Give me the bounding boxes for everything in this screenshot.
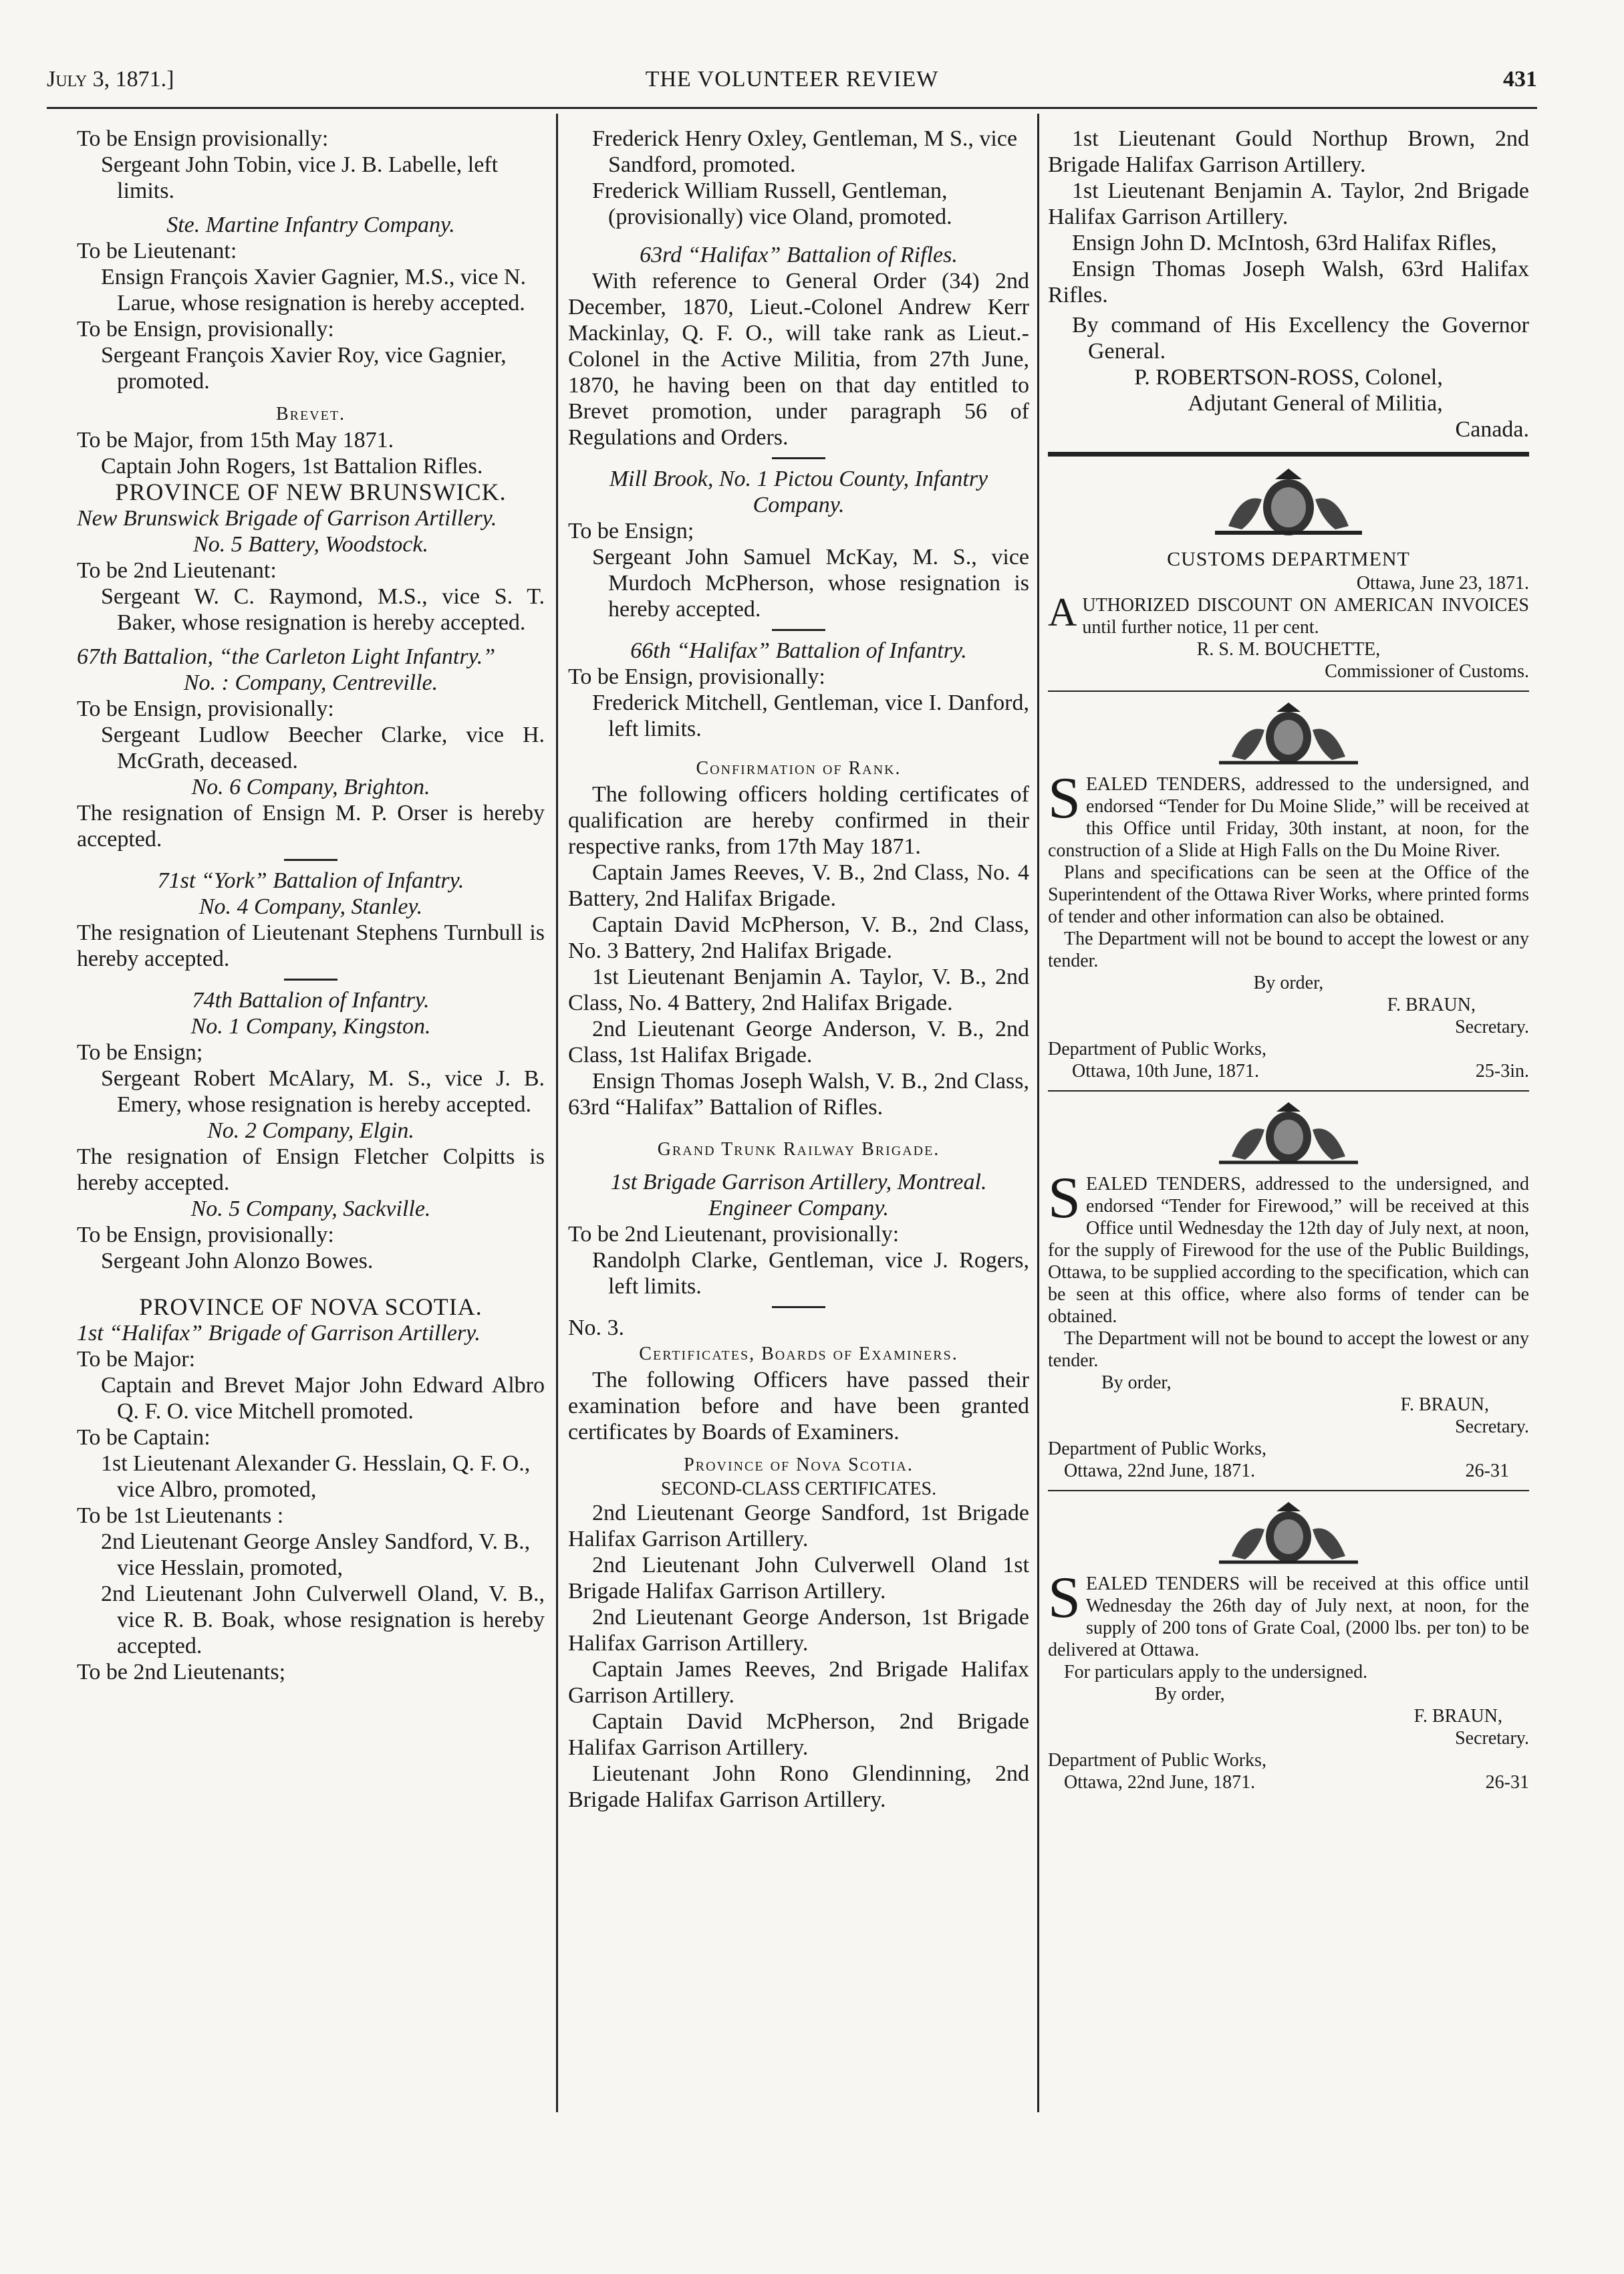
divider	[772, 629, 825, 631]
column-3	[1048, 126, 1529, 1793]
section-heading: 71st “York” Battalion of Infantry.	[157, 868, 464, 893]
ad-text: UTHORIZED DISCOUNT ON AMERICAN INVOICES until further notice, 11 per cent.	[1082, 595, 1529, 638]
text-line: To be 2nd Lieutenant, provisionally:	[568, 1222, 900, 1247]
divider	[284, 979, 337, 981]
column-rule	[1037, 114, 1039, 2112]
ad-code: 26-31	[1485, 1772, 1529, 1793]
ad-body	[1048, 590, 1529, 638]
text-paragraph: Captain David McPherson, V. B., 2nd Class, No. 3 Battery, 2nd Halifax Brigade.	[568, 912, 1029, 963]
column-rule	[556, 114, 558, 2112]
text-paragraph: The following officers holding certificates of qualification are hereby confirmed in their respective ranks, from 17th May 1871.	[568, 782, 1029, 859]
text-paragraph: 1st Lieutenant Benjamin A. Taylor, 2nd Brigade Halifax Garrison Artillery.	[1048, 178, 1529, 229]
text-line: To be Ensign, provisionally:	[77, 1223, 334, 1247]
text-line: 2nd Lieutenant George Ansley Sandford, V. B., vice Hesslain, promoted,	[101, 1529, 531, 1580]
text-paragraph: With reference to General Order (34) 2nd December, 1870, Lieut.-Colonel Andrew Kerr Mackinlay, Q. F. O., will take rank as Lieut.-Colonel in the Active Militia, from 27th June, 1870, he having been on that day entitled to Brevet promotion, under paragraph 56 of Regulations and Orders.	[568, 269, 1029, 450]
divider	[772, 1306, 825, 1308]
text-paragraph: Lieutenant John Rono Glendinning, 2nd Brigade Halifax Garrison Artillery.	[568, 1761, 1029, 1812]
ad-place: Ottawa, 22nd June, 1871.	[1064, 1461, 1256, 1481]
text-line: Sergeant Ludlow Beecher Clarke, vice H. McGrath, deceased.	[101, 723, 545, 773]
ad-order: By order,	[1155, 1684, 1225, 1704]
section-heading: No. 5 Company, Sackville.	[190, 1196, 431, 1221]
ad-department: Department of Public Works,	[1048, 1750, 1266, 1771]
divider	[1048, 1490, 1529, 1491]
text-line: To be Ensign;	[77, 1040, 203, 1065]
text-line: To be Lieutenant:	[77, 239, 237, 263]
text-line: Sergeant W. C. Raymond, M.S., vice S. T. Baker, whose resignation is hereby accepted.	[101, 584, 545, 635]
ad-place: Ottawa, 10th June, 1871.	[1072, 1061, 1259, 1082]
text-paragraph: 1st Lieutenant Gould Northup Brown, 2nd Brigade Halifax Garrison Artillery.	[1048, 126, 1529, 177]
ad-text: Plans and specifications can be seen at the Office of the Superintendent of the Ottawa River Works, where printed forms of tender and other information can also be obtained.	[1048, 862, 1529, 927]
text-line: Frederick Henry Oxley, Gentleman, M S., vice Sandford, promoted.	[592, 126, 1018, 177]
ad-signature-title: Secretary.	[1455, 1017, 1529, 1037]
ad-footer	[1048, 1460, 1529, 1482]
section-heading: No. 2 Company, Elgin.	[207, 1118, 414, 1143]
section-heading: New Brunswick Brigade of Garrison Artillery.	[77, 506, 497, 531]
ad-department: Department of Public Works,	[1048, 1039, 1266, 1059]
text-line: Randolph Clarke, Gentleman, vice J. Rogers, left limits.	[592, 1248, 1029, 1299]
province-heading: PROVINCE OF NOVA SCOTIA.	[139, 1293, 483, 1320]
text-paragraph: Captain James Reeves, 2nd Brigade Halifax Garrison Artillery.	[568, 1657, 1029, 1708]
text-paragraph: Ensign Thomas Joseph Walsh, 63rd Halifax Rifles.	[1048, 257, 1529, 307]
text-line: Ensign François Xavier Gagnier, M.S., vice N. Larue, whose resignation is hereby accepted.	[101, 265, 527, 315]
ad-text: EALED TENDERS, addressed to the undersigned, and endorsed “Tender for Firewood,” will be received at this Office until Wednesday the 12th day of July next, at noon, for the supply of Firewood for the use of the Public Buildings, Ottawa, to be supplied according to the specification, which can be seen at this office, where also forms of tender can be obtained.	[1048, 1174, 1529, 1327]
section-heading: No. 4 Company, Stanley.	[198, 894, 423, 919]
section-heading: Brevet.	[275, 404, 346, 424]
text-paragraph: The following Officers have passed their examination before and have been granted certificates by Boards of Examiners.	[568, 1368, 1029, 1444]
ad-department: Department of Public Works,	[1048, 1438, 1266, 1459]
text-paragraph: Ensign Thomas Joseph Walsh, V. B., 2nd Class, 63rd “Halifax” Battalion of Rifles.	[568, 1069, 1029, 1120]
ad-text: EALED TENDERS, addressed to the undersigned, and endorsed “Tender for Du Moine Slide,” will be received at this Office until Friday, 30th instant, at noon, for the construction of a Slide at High Falls on the Du Moine River.	[1048, 774, 1529, 861]
text-paragraph: Captain James Reeves, V. B., 2nd Class, No. 4 Battery, 2nd Halifax Brigade.	[568, 860, 1029, 911]
ad-order: By order,	[1101, 1372, 1172, 1393]
section-heading: 66th “Halifax” Battalion of Infantry.	[630, 638, 967, 663]
royal-crest-icon	[1195, 1100, 1382, 1166]
text-line: Sergeant Robert McAlary, M. S., vice J. B. Emery, whose resignation is hereby accepted.	[101, 1066, 545, 1117]
text-line: 2nd Lieutenant John Culverwell Oland, V. B., vice R. B. Boak, whose resignation is hereby accepted.	[101, 1582, 545, 1658]
signature-name: P. ROBERTSON-ROSS, Colonel,	[1134, 365, 1443, 390]
page-number: 431	[1503, 67, 1537, 92]
drop-cap: S	[1048, 766, 1081, 831]
text-line: Sergeant John Alonzo Bowes.	[101, 1249, 374, 1273]
divider	[1048, 1090, 1529, 1092]
text-line: By command of His Excellency the Governor General.	[1072, 313, 1529, 364]
signature-title: Adjutant General of Militia,	[1188, 391, 1443, 416]
section-heading: Province of Nova Scotia.	[684, 1455, 914, 1475]
text-line: To be 2nd Lieutenants;	[77, 1660, 286, 1684]
section-heading: 74th Battalion of Infantry.	[192, 988, 430, 1013]
text-line: Captain John Rogers, 1st Battalion Rifles.	[101, 454, 483, 479]
section-heading: SECOND-CLASS CERTIFICATES.	[660, 1479, 937, 1499]
ad-title: CUSTOMS DEPARTMENT	[1167, 548, 1410, 570]
section-heading: 67th Battalion, “the Carleton Light Infantry.”	[77, 644, 496, 669]
text-line: To be Ensign;	[568, 519, 694, 543]
ad-code: 26-31	[1465, 1461, 1509, 1481]
ad-text: The Department will not be bound to accept the lowest or any tender.	[1048, 928, 1529, 971]
text-paragraph: 2nd Lieutenant George Anderson, V. B., 2nd Class, 1st Halifax Brigade.	[568, 1017, 1029, 1067]
text-line: Captain and Brevet Major John Edward Albro Q. F. O. vice Mitchell promoted.	[101, 1373, 545, 1424]
text-paragraph: 2nd Lieutenant George Anderson, 1st Brigade Halifax Garrison Artillery.	[568, 1605, 1029, 1656]
text-line: To be 1st Lieutenants :	[77, 1503, 284, 1528]
text-line: To be Major:	[77, 1347, 196, 1372]
text-line: Frederick Mitchell, Gentleman, vice I. Danford, left limits.	[592, 690, 1029, 741]
text-line: To be Ensign provisionally:	[77, 126, 329, 151]
section-heading: No. : Company, Centreville.	[183, 670, 438, 695]
royal-crest-icon	[1195, 700, 1382, 767]
province-heading: PROVINCE OF NEW BRUNSWICK.	[115, 479, 507, 505]
divider	[284, 859, 337, 861]
text-line: Sergeant John Tobin, vice J. B. Labelle, left limits.	[101, 152, 499, 203]
ad-text: The Department will not be bound to accept the lowest or any tender.	[1048, 1328, 1529, 1371]
drop-cap: S	[1048, 1166, 1081, 1231]
text-line: The resignation of Lieutenant Stephens Turnbull is hereby accepted.	[77, 920, 545, 971]
text-line: To be 2nd Lieutenant:	[77, 558, 277, 583]
ad-order: By order,	[1253, 973, 1324, 993]
text-line: To be Major, from 15th May 1871.	[77, 428, 394, 453]
ad-code: 25-3in.	[1475, 1061, 1529, 1082]
divider	[772, 457, 825, 459]
drop-cap: A	[1048, 590, 1077, 634]
text-line: Sergeant John Samuel McKay, M. S., vice Murdoch McPherson, whose resignation is hereby accepted.	[592, 545, 1029, 622]
section-heading: Confirmation of Rank.	[696, 758, 902, 779]
text-paragraph: 2nd Lieutenant John Culverwell Oland 1st Brigade Halifax Garrison Artillery.	[568, 1553, 1029, 1604]
text-line: To be Ensign, provisionally:	[568, 664, 825, 689]
royal-crest-icon	[1188, 466, 1389, 539]
text-line: To be Ensign, provisionally:	[77, 697, 334, 721]
issue-date: July 3, 1871.]	[47, 67, 174, 92]
page-header	[47, 67, 1537, 107]
text-line: Frederick William Russell, Gentleman, (provisionally) vice Oland, promoted.	[592, 178, 952, 229]
section-heading: Grand Trunk Railway Brigade.	[657, 1139, 940, 1160]
ad-signature-title: Secretary.	[1455, 1416, 1529, 1437]
ad-dateline: Ottawa, June 23, 1871.	[1356, 573, 1529, 594]
publication-title: THE VOLUNTEER REVIEW	[645, 67, 939, 92]
text-line: 1st Lieutenant Alexander G. Hesslain, Q. F. O., vice Albro, promoted,	[101, 1451, 531, 1502]
section-heading: No. 6 Company, Brighton.	[191, 775, 430, 799]
ad-footer	[1048, 1060, 1529, 1082]
ad-signature: F. BRAUN,	[1400, 1394, 1489, 1415]
section-heading: 63rd “Halifax” Battalion of Rifles.	[640, 243, 958, 267]
section-heading: No. 1 Company, Kingston.	[190, 1014, 431, 1039]
ad-signature: F. BRAUN,	[1413, 1706, 1502, 1727]
column-1	[77, 126, 545, 1685]
section-heading: No. 5 Battery, Woodstock.	[193, 532, 428, 557]
ad-signature: R. S. M. BOUCHETTE,	[1196, 639, 1381, 660]
text-paragraph: 2nd Lieutenant George Sandford, 1st Brigade Halifax Garrison Artillery.	[568, 1501, 1029, 1551]
ad-place: Ottawa, 22nd June, 1871.	[1064, 1772, 1256, 1793]
ad-signature-title: Secretary.	[1455, 1728, 1529, 1749]
ad-text: For particulars apply to the undersigned.	[1064, 1662, 1368, 1682]
ad-text: EALED TENDERS will be received at this office until Wednesday the 26th day of July next, at noon, for the supply of 200 tons of Grate Coal, (2000 lbs. per ton) to be delivered at Ottawa.	[1048, 1573, 1529, 1660]
text-line: To be Ensign, provisionally:	[77, 317, 334, 342]
ad-body	[1048, 766, 1529, 862]
ad-body	[1048, 1565, 1529, 1661]
section-heading: 1st “Halifax” Brigade of Garrison Artillery.	[77, 1321, 481, 1346]
header-rule	[47, 107, 1537, 109]
text-line: The resignation of Ensign Fletcher Colpitts is hereby accepted.	[77, 1144, 545, 1195]
text-paragraph: Ensign John D. McIntosh, 63rd Halifax Rifles,	[1072, 231, 1497, 255]
ad-body	[1048, 1166, 1529, 1328]
section-heading: 1st Brigade Garrison Artillery, Montreal.	[610, 1170, 987, 1194]
text-line: The resignation of Ensign M. P. Orser is hereby accepted.	[77, 801, 545, 852]
drop-cap: S	[1048, 1565, 1081, 1630]
royal-crest-icon	[1195, 1499, 1382, 1566]
column-2	[568, 126, 1029, 1813]
ad-signature: F. BRAUN,	[1387, 995, 1476, 1015]
text-line: No. 3.	[568, 1315, 625, 1340]
section-heading: Mill Brook, No. 1 Pictou County, Infantry Company.	[609, 467, 988, 517]
text-line: To be Captain:	[77, 1425, 211, 1450]
signature-place: Canada.	[1455, 417, 1529, 442]
section-heading: Engineer Company.	[708, 1196, 890, 1221]
text-paragraph: Captain David McPherson, 2nd Brigade Halifax Garrison Artillery.	[568, 1709, 1029, 1760]
text-line: Sergeant François Xavier Roy, vice Gagnier, promoted.	[101, 343, 507, 394]
text-paragraph: 1st Lieutenant Benjamin A. Taylor, V. B., 2nd Class, No. 4 Battery, 2nd Halifax Brigade.	[568, 965, 1029, 1015]
section-heading: Certificates, Boards of Examiners.	[639, 1344, 958, 1364]
divider	[1048, 690, 1529, 692]
divider	[1048, 452, 1529, 457]
section-heading: Ste. Martine Infantry Company.	[166, 213, 455, 237]
ad-footer	[1048, 1771, 1529, 1793]
ad-signature-title: Commissioner of Customs.	[1325, 661, 1529, 682]
